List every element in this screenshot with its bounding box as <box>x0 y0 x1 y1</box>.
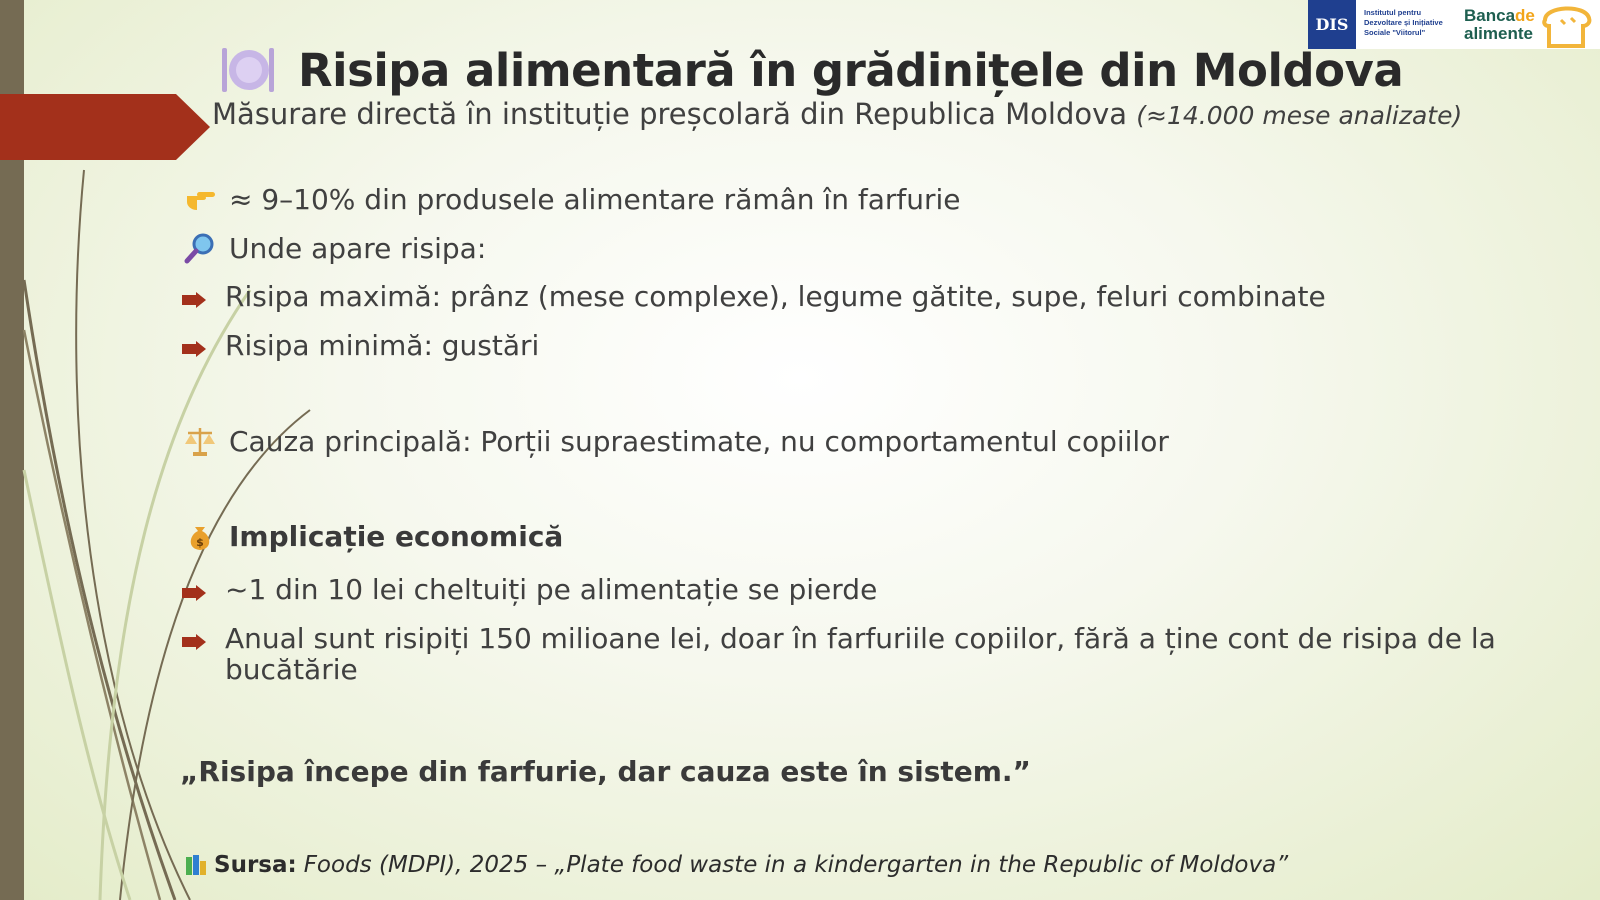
fact-line: ≈ 9–10% din produsele alimentare rămân în farfurie <box>183 182 961 216</box>
where-heading: Unde apare risipa: <box>183 231 486 265</box>
closing-quote: „Risipa începe din farfurie, dar cauza este în sistem.” <box>180 755 1031 788</box>
books-icon <box>184 853 208 877</box>
svg-text:$: $ <box>196 536 204 549</box>
plate-icon <box>220 44 276 96</box>
bullet-arrow-icon <box>182 292 206 308</box>
economic-heading: $ Implicație economică <box>183 519 563 553</box>
list-item-continuation: bucătărie <box>225 653 358 686</box>
subtitle-note: (≈14.000 mese analizate) <box>1136 101 1463 130</box>
bullet-arrow-icon <box>182 585 206 601</box>
scales-icon <box>183 424 217 458</box>
source-citation: Sursa: Foods (MDPI), 2025 – „Plate food waste in a kindergarten in the Republic of Moldova” <box>184 852 1288 878</box>
cause-line: Cauza principală: Porții supraestimate, nu comportamentul copiilor <box>183 424 1169 458</box>
subtitle: Măsurare directă în instituție preșcolară din Republica Moldova (≈14.000 mese analizate) <box>212 97 1463 131</box>
list-item: Risipa minimă: gustări <box>225 329 540 362</box>
list-item: Anual sunt risipiți 150 milioane lei, doar în farfuriile copiilor, fără a ține cont de risipa de la <box>225 622 1496 655</box>
magnifier-icon <box>183 231 217 265</box>
list-item: Risipa maximă: prânz (mese complexe), legume gătite, supe, feluri combinate <box>225 280 1326 313</box>
pointing-hand-icon <box>183 182 217 216</box>
red-accent-arrow <box>0 94 210 160</box>
bullet-arrow-icon <box>182 634 206 650</box>
title-row <box>220 40 1403 100</box>
bullet-arrow-icon <box>182 341 206 357</box>
bread-icon <box>1535 0 1595 49</box>
dis-logo: DIS <box>1308 0 1356 49</box>
banca-de-alimente-logo: Bancade alimente <box>1464 5 1535 43</box>
list-item: ~1 din 10 lei cheltuiți pe alimentație se pierde <box>225 573 878 606</box>
money-bag-icon <box>183 519 217 553</box>
dis-institute-name: Institutul pentru Dezvoltare și Inițiative Sociale "Viitorul" <box>1364 8 1443 37</box>
page-title: Risipa alimentară în grădinițele din Moldova <box>298 43 1404 97</box>
